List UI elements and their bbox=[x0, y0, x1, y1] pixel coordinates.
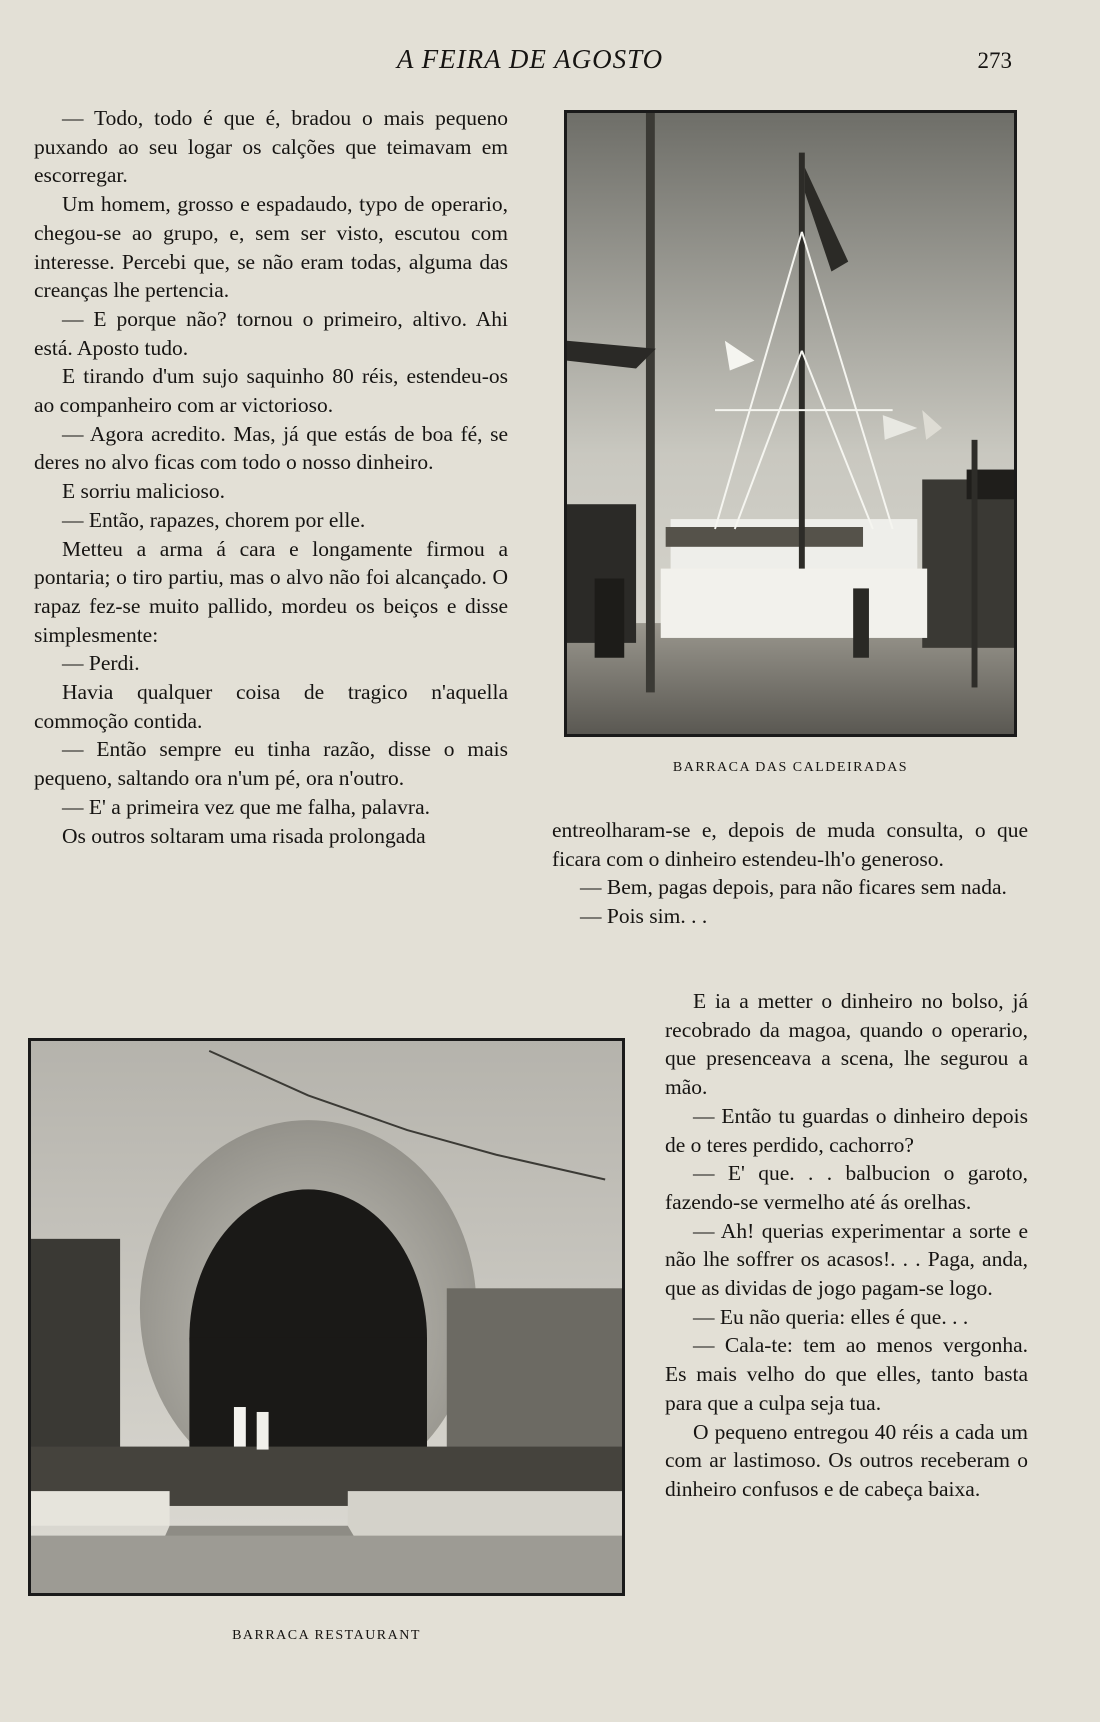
paragraph: entreolharam-se e, depois de muda consulta, o que ficara com o dinheiro estendeu-lh'o generoso. bbox=[552, 818, 1028, 871]
paragraph: Metteu a arma á cara e longamente firmou a pontaria; o tiro partiu, mas o alvo não foi alcançado. O rapaz fez-se muito pallido, mordeu os beiços e disse simplesmente: bbox=[34, 536, 508, 647]
paragraph: Um homem, grosso e espadaudo, typo de operario, chegou-se ao grupo, e, sem ser visto, escutou com interesse. Percebi que, se não eram todas, alguma das creanças lhe pertencia. bbox=[34, 192, 508, 303]
paragraph: — Perdi. bbox=[62, 651, 140, 676]
paragraph: — Então sempre eu tinha razão, disse o mais pequeno, saltando ora n'um pé, ora n'outro. bbox=[34, 737, 508, 791]
paragraph: — Então tu guardas o dinheiro depois de o teres perdido, cachorro? bbox=[665, 1103, 1028, 1157]
paragraph: Havia qualquer coisa de tragico n'aquella commoção contida. bbox=[34, 680, 508, 733]
photo-barraca-restaurant bbox=[28, 1038, 625, 1596]
paragraph: — Então, rapazes, chorem por elle. bbox=[62, 507, 366, 532]
paragraph: Os outros soltaram uma risada prolongada bbox=[62, 823, 426, 848]
paragraph: — E' que. . . balbucion o garoto, fazendo-se vermelho até ás orelhas. bbox=[665, 1161, 1028, 1214]
paragraph: — Ah! querias experimentar a sorte e não lhe soffrer os acasos!. . . Paga, anda, que as dividas de jogo pagam-se logo. bbox=[665, 1218, 1028, 1301]
paragraph: — Eu não queria: elles é que. . . bbox=[693, 1304, 969, 1329]
paragraph: E sorriu malicioso. bbox=[62, 479, 226, 504]
paragraph: — Bem, pagas depois, para não ficares sem nada. bbox=[580, 875, 1007, 900]
page-number: 273 bbox=[977, 48, 1012, 73]
paragraph: — Cala-te: tem ao menos vergonha. Es mais velho do que elles, tanto basta para que a culpa seja tua. bbox=[665, 1333, 1028, 1415]
paragraph: — Agora acredito. Mas, já que estás de boa fé, se deres no alvo ficas com todo o nosso dinheiro. bbox=[34, 421, 508, 475]
paragraph: — Pois sim. . . bbox=[580, 904, 708, 929]
photo-caption: BARRACA DAS CALDEIRADAS bbox=[672, 760, 909, 775]
paragraph: E tirando d'um sujo saquinho 80 réis, estendeu-os ao companheiro com ar victorioso. bbox=[34, 364, 508, 418]
running-title: A FEIRA DE AGOSTO bbox=[396, 44, 664, 74]
paragraph: — Todo, todo é que é, bradou o mais pequeno puxando ao seu logar os calções que teimavam em escorregar. bbox=[34, 106, 508, 188]
right-text-column-top bbox=[552, 816, 1028, 931]
paragraph: — E porque não? tornou o primeiro, altivo. Ahi está. Aposto tudo. bbox=[34, 306, 508, 360]
paragraph: O pequeno entregou 40 réis a cada um com ar lastimoso. Os outros receberam o dinheiro confusos e de cabeça baixa. bbox=[665, 1419, 1028, 1501]
photo-caption: BARRACA RESTAURANT bbox=[232, 1628, 421, 1643]
photo-barraca-caldeiradas bbox=[564, 110, 1017, 737]
paragraph: E ia a metter o dinheiro no bolso, já recobrado da magoa, quando o operario, que presenceava a scena, lhe segurou a mão. bbox=[665, 989, 1028, 1100]
left-text-column bbox=[34, 104, 508, 850]
paragraph: — E' a primeira vez que me falha, palavra. bbox=[62, 794, 430, 819]
right-text-column-narrow bbox=[665, 987, 1028, 1504]
